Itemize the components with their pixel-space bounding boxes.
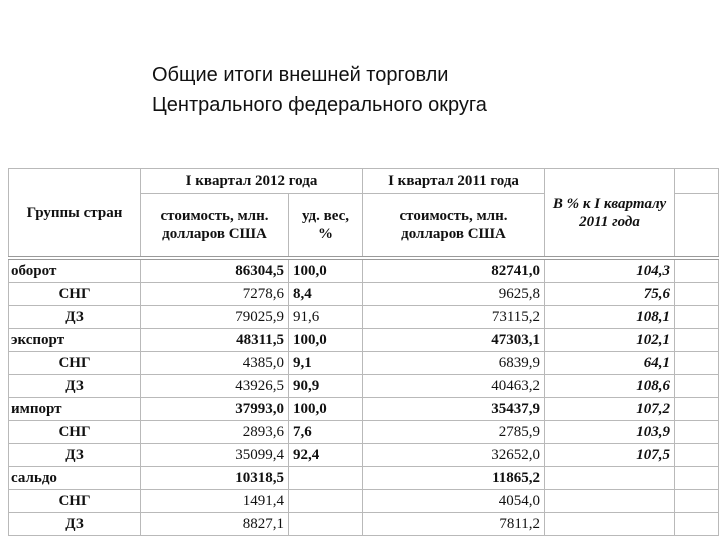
header-cost-2011: стоимость, млн. долларов США xyxy=(363,194,545,259)
percent-cell: 108,1 xyxy=(545,306,675,329)
cost-2011-cell: 35437,9 xyxy=(363,398,545,421)
cost-2012-cell: 86304,5 xyxy=(141,258,289,283)
cost-2012-cell: 43926,5 xyxy=(141,375,289,398)
empty-cell xyxy=(675,306,719,329)
group-cell: СНГ xyxy=(9,283,141,306)
group-cell: ДЗ xyxy=(9,306,141,329)
share-2012-cell xyxy=(289,467,363,490)
table-row xyxy=(9,490,719,513)
cost-2011-cell: 40463,2 xyxy=(363,375,545,398)
empty-cell xyxy=(675,467,719,490)
group-cell: СНГ xyxy=(9,352,141,375)
header-percent: В % к I кварталу 2011 года xyxy=(545,169,675,259)
header-empty-bottom xyxy=(675,194,719,259)
header-period-2011: I квартал 2011 года xyxy=(363,169,545,194)
cost-2011-cell: 82741,0 xyxy=(363,258,545,283)
empty-cell xyxy=(675,283,719,306)
cost-2012-cell: 35099,4 xyxy=(141,444,289,467)
percent-cell: 102,1 xyxy=(545,329,675,352)
group-cell: импорт xyxy=(9,398,141,421)
header-empty-top xyxy=(675,169,719,194)
empty-cell xyxy=(675,375,719,398)
percent-cell: 103,9 xyxy=(545,421,675,444)
empty-cell xyxy=(675,421,719,444)
group-cell: экспорт xyxy=(9,329,141,352)
trade-table-body xyxy=(9,258,719,536)
empty-cell xyxy=(675,490,719,513)
cost-2012-cell: 79025,9 xyxy=(141,306,289,329)
percent-cell: 107,5 xyxy=(545,444,675,467)
table-row xyxy=(9,421,719,444)
table-row xyxy=(9,283,719,306)
cost-2012-cell: 1491,4 xyxy=(141,490,289,513)
share-2012-cell: 92,4 xyxy=(289,444,363,467)
percent-cell xyxy=(545,513,675,536)
group-cell: СНГ xyxy=(9,490,141,513)
cost-2011-cell: 32652,0 xyxy=(363,444,545,467)
cost-2012-cell: 48311,5 xyxy=(141,329,289,352)
table-row xyxy=(9,513,719,536)
title-line-2: Центрального федерального округа xyxy=(152,94,487,116)
table-row xyxy=(9,306,719,329)
share-2012-cell: 9,1 xyxy=(289,352,363,375)
share-2012-cell xyxy=(289,513,363,536)
empty-cell xyxy=(675,398,719,421)
table-row xyxy=(9,467,719,490)
header-share-2012: уд. вес, % xyxy=(289,194,363,259)
percent-cell: 75,6 xyxy=(545,283,675,306)
table-row xyxy=(9,398,719,421)
share-2012-cell: 7,6 xyxy=(289,421,363,444)
percent-cell: 108,6 xyxy=(545,375,675,398)
percent-cell: 64,1 xyxy=(545,352,675,375)
cost-2011-cell: 2785,9 xyxy=(363,421,545,444)
table-row xyxy=(9,375,719,398)
cost-2012-cell: 2893,6 xyxy=(141,421,289,444)
share-2012-cell xyxy=(289,490,363,513)
cost-2012-cell: 10318,5 xyxy=(141,467,289,490)
cost-2011-cell: 6839,9 xyxy=(363,352,545,375)
table-row xyxy=(9,352,719,375)
percent-cell: 107,2 xyxy=(545,398,675,421)
table-row xyxy=(9,444,719,467)
share-2012-cell: 100,0 xyxy=(289,258,363,283)
table-row xyxy=(9,258,719,283)
share-2012-cell: 90,9 xyxy=(289,375,363,398)
percent-cell: 104,3 xyxy=(545,258,675,283)
slide-title xyxy=(152,60,672,120)
cost-2011-cell: 47303,1 xyxy=(363,329,545,352)
group-cell: сальдо xyxy=(9,467,141,490)
empty-cell xyxy=(675,352,719,375)
cost-2012-cell: 4385,0 xyxy=(141,352,289,375)
percent-cell xyxy=(545,467,675,490)
cost-2011-cell: 11865,2 xyxy=(363,467,545,490)
percent-cell xyxy=(545,490,675,513)
cost-2011-cell: 7811,2 xyxy=(363,513,545,536)
share-2012-cell: 100,0 xyxy=(289,329,363,352)
group-cell: ДЗ xyxy=(9,513,141,536)
group-cell: оборот xyxy=(9,258,141,283)
group-cell: ДЗ xyxy=(9,375,141,398)
cost-2011-cell: 4054,0 xyxy=(363,490,545,513)
share-2012-cell: 8,4 xyxy=(289,283,363,306)
cost-2012-cell: 7278,6 xyxy=(141,283,289,306)
cost-2011-cell: 73115,2 xyxy=(363,306,545,329)
cost-2011-cell: 9625,8 xyxy=(363,283,545,306)
empty-cell xyxy=(675,258,719,283)
header-period-2012: I квартал 2012 года xyxy=(141,169,363,194)
header-cost-2012: стоимость, млн. долларов США xyxy=(141,194,289,259)
share-2012-cell: 100,0 xyxy=(289,398,363,421)
group-cell: СНГ xyxy=(9,421,141,444)
empty-cell xyxy=(675,513,719,536)
empty-cell xyxy=(675,444,719,467)
trade-table xyxy=(8,168,719,536)
cost-2012-cell: 37993,0 xyxy=(141,398,289,421)
cost-2012-cell: 8827,1 xyxy=(141,513,289,536)
group-cell: ДЗ xyxy=(9,444,141,467)
header-groups: Группы стран xyxy=(9,169,141,259)
empty-cell xyxy=(675,329,719,352)
title-line-1: Общие итоги внешней торговли xyxy=(152,64,449,86)
table-row xyxy=(9,329,719,352)
share-2012-cell: 91,6 xyxy=(289,306,363,329)
